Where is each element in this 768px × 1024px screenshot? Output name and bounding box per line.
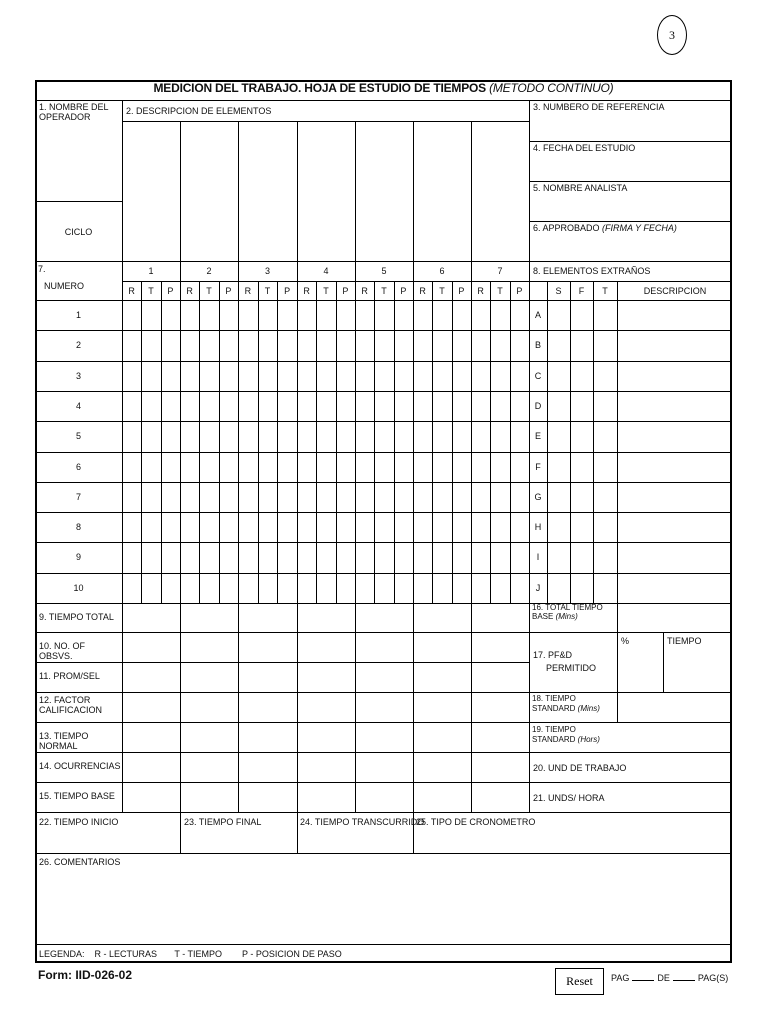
- legend: LEGENDA: R - LECTURAS T - TIEMPO P - POSICION DE PASO: [39, 949, 342, 959]
- extraneous-sft-header: S: [555, 286, 562, 296]
- cycle-row-number: 8: [75, 522, 81, 533]
- rtp-sub-divider: [277, 281, 278, 603]
- rtp-sub-header: R: [186, 286, 193, 296]
- operator-name-label: 1. NOMBRE DEL OPERADOR: [39, 102, 109, 122]
- total-base-time-label-text: 16. TOTAL TIEMPO BASE: [532, 603, 603, 621]
- element-number-header: 4: [323, 266, 329, 276]
- pfd-tiempo-header: TIEMPO: [667, 636, 702, 646]
- element-description-label: 2. DESCRIPCION DE ELEMENTOS: [126, 106, 272, 116]
- cycle-row-line: [35, 512, 732, 513]
- rtp-sub-divider: [374, 281, 375, 603]
- rs-line: [529, 782, 732, 783]
- form-id: Form: IID-026-02: [38, 968, 133, 982]
- element-number-header: 1: [148, 266, 154, 276]
- extraneous-row-letter: B: [534, 340, 541, 351]
- cycle-row-line: [35, 361, 732, 362]
- rtp-sub-header: P: [167, 286, 174, 296]
- numero-label: NUMERO: [44, 281, 84, 291]
- summary-row-label: 11. PROM/SEL: [39, 671, 100, 681]
- element-number-line: [122, 281, 732, 282]
- reference-divider: [529, 141, 732, 142]
- operator-ciclo-divider: [35, 201, 122, 202]
- form-title-main: MEDICION DEL TRABAJO. HOJA DE ESTUDIO DE TIEMPOS: [153, 81, 486, 95]
- element-number-header: 6: [439, 266, 445, 276]
- total-base-time-label: [532, 603, 617, 621]
- approved-label: [533, 223, 677, 233]
- page-number-circle: [657, 15, 687, 55]
- summary-row-label: 14. OCURRENCIAS: [39, 761, 121, 771]
- rtp-sub-divider: [161, 281, 162, 603]
- numero-label-prefix: 7.: [38, 264, 46, 274]
- summary-row-label: 13. TIEMPO NORMAL: [39, 731, 89, 751]
- rtp-sub-divider: [258, 281, 259, 603]
- cycle-row-number: 3: [75, 370, 81, 381]
- summary-row-line: [35, 782, 529, 783]
- work-unit-label: 20. UND DE TRABAJO: [533, 763, 627, 773]
- pags-label: PAG(S): [697, 973, 729, 983]
- rtp-sub-divider: [141, 281, 142, 603]
- approved-label-italic: (FIRMA Y FECHA): [602, 223, 677, 233]
- end-time-label: 23. TIEMPO FINAL: [184, 817, 262, 827]
- pfd-label: 17. PF&D: [533, 650, 573, 660]
- comments-label: 26. COMENTARIOS: [39, 857, 121, 867]
- title-divider: [35, 100, 732, 101]
- summary-row-line: [35, 722, 529, 723]
- rtp-sub-header: P: [516, 286, 523, 296]
- total-base-time-label-italic: (Mins): [555, 612, 578, 621]
- standard-time-mins-label: [532, 694, 617, 714]
- summary-row-line: [35, 662, 529, 663]
- rtp-sub-header: R: [128, 286, 135, 296]
- summary-row-line: [35, 692, 529, 693]
- description-header-line: [122, 121, 529, 122]
- bottom-divider: [180, 812, 181, 853]
- rtp-sub-divider: [490, 281, 491, 603]
- extraneous-row-letter: H: [534, 522, 542, 533]
- element-number-header: 3: [264, 266, 270, 276]
- rtp-sub-header: T: [439, 286, 445, 296]
- cycle-row-number: 1: [75, 310, 81, 320]
- extraneous-row-letter: I: [536, 552, 540, 563]
- analyst-divider: [529, 221, 732, 222]
- rtp-sub-header: T: [148, 286, 154, 296]
- cycle-row-number: 7: [75, 491, 81, 502]
- page-count: [611, 972, 728, 983]
- rtp-sub-header: R: [303, 286, 310, 296]
- cycle-row-line: [35, 330, 732, 331]
- extraneous-row-letter: A: [534, 310, 541, 320]
- cycle-row-number: 4: [75, 400, 81, 411]
- start-time-label: 22. TIEMPO INICIO: [39, 817, 119, 827]
- units-per-hour-label: 21. UNDS/ HORA: [533, 793, 605, 803]
- summary-row-label: 12. FACTOR CALIFICACION: [39, 695, 103, 715]
- cycle-row-number: 10: [73, 582, 84, 593]
- extraneous-sft-header: T: [602, 286, 608, 296]
- element-group-divider: [413, 121, 414, 812]
- element-number-header: 7: [497, 266, 503, 276]
- rs-divider: [617, 603, 618, 722]
- element-number-header: 2: [206, 266, 212, 276]
- extraneous-sft-header: F: [578, 286, 585, 296]
- cycle-row-number: 6: [75, 461, 81, 472]
- extraneous-row-letter: E: [534, 431, 541, 442]
- time-study-form: [35, 80, 732, 963]
- rs-line: [529, 752, 732, 753]
- rtp-sub-divider: [199, 281, 200, 603]
- cycle-row-number: 2: [75, 340, 81, 351]
- element-group-divider: [180, 121, 181, 812]
- rs-line: [529, 722, 732, 723]
- cycle-row-line: [35, 542, 732, 543]
- rtp-sub-divider: [336, 281, 337, 603]
- extraneous-col-line: [593, 281, 594, 603]
- standard-time-hrs-text: 19. TIEMPO STANDARD: [532, 725, 576, 744]
- rs-divider: [663, 632, 664, 692]
- cycle-row-line: [35, 452, 732, 453]
- cycle-row-line: [35, 421, 732, 422]
- page-blank[interactable]: [632, 972, 654, 981]
- legend-top-line: [35, 944, 732, 945]
- bottom-top-line: [35, 812, 732, 813]
- element-number-header: 5: [381, 266, 387, 276]
- rtp-sub-divider: [452, 281, 453, 603]
- element-group-divider: [471, 121, 472, 812]
- rs-line: [529, 632, 732, 633]
- rtp-sub-header: T: [323, 286, 329, 296]
- summary-row-label: 9. TIEMPO TOTAL: [39, 611, 114, 622]
- summary-row-label: 10. NO. OF OBSVS.: [39, 641, 86, 661]
- cycle-row-number: 5: [75, 431, 81, 442]
- extraneous-row-letter: D: [534, 400, 542, 411]
- rtp-sub-header: P: [225, 286, 232, 296]
- cycle-row-line: [35, 573, 732, 574]
- rtp-sub-header: R: [361, 286, 368, 296]
- reset-button[interactable]: Reset: [555, 968, 604, 995]
- rtp-sub-header: R: [419, 286, 426, 296]
- study-date-label: 4. FECHA DEL ESTUDIO: [533, 143, 636, 153]
- cycle-row-line: [35, 603, 732, 604]
- extraneous-elements-label: 8. ELEMENTOS EXTRAÑOS: [533, 266, 651, 276]
- form-title: [35, 81, 732, 95]
- rs-line: [529, 692, 732, 693]
- stopwatch-type-label: 25. TIPO DE CRONOMETRO: [416, 817, 536, 827]
- date-divider: [529, 181, 732, 182]
- comments-top-line: [35, 853, 732, 854]
- cycle-row-line: [35, 482, 732, 483]
- rtp-sub-header: P: [284, 286, 291, 296]
- rtp-sub-divider: [510, 281, 511, 603]
- extraneous-description-header: DESCRIPCION: [643, 286, 707, 296]
- rtp-sub-header: P: [458, 286, 465, 296]
- ciclo-label: CICLO: [64, 227, 93, 237]
- standard-time-hrs-italic: (Hors): [577, 735, 600, 744]
- analyst-name-label: 5. NOMBRE ANALISTA: [533, 183, 628, 193]
- extraneous-column-divider: [529, 100, 530, 812]
- approved-label-text: 6. APPROBADO: [533, 223, 600, 233]
- standard-time-mins-text: 18. TIEMPO STANDARD: [532, 694, 576, 713]
- extraneous-col-line: [617, 281, 618, 603]
- extraneous-col-line: [570, 281, 571, 603]
- rtp-sub-header: P: [342, 286, 349, 296]
- rtp-sub-header: P: [400, 286, 407, 296]
- extraneous-row-letter: J: [535, 582, 541, 593]
- rtp-sub-divider: [316, 281, 317, 603]
- rtp-sub-header: T: [206, 286, 212, 296]
- rtp-sub-divider: [219, 281, 220, 603]
- cycle-row-line: [35, 391, 732, 392]
- extraneous-row-letter: C: [534, 370, 542, 381]
- reference-number-label: 3. NUMBERO DE REFERENCIA: [533, 102, 665, 112]
- operator-column-divider: [122, 100, 123, 812]
- total-pages-blank[interactable]: [673, 972, 695, 981]
- rtp-sub-header: R: [244, 286, 252, 296]
- summary-row-line: [35, 752, 529, 753]
- header-bottom-line: [35, 261, 732, 262]
- elapsed-time-label: 24. TIEMPO TRANSCURRIDO: [300, 817, 425, 827]
- summary-row-line: [35, 632, 529, 633]
- element-group-divider: [238, 121, 239, 812]
- sub-header-line: [35, 300, 732, 301]
- cycle-row-number: 9: [75, 552, 81, 563]
- element-group-divider: [355, 121, 356, 812]
- rtp-sub-divider: [432, 281, 433, 603]
- pfd-permitido-label: PERMITIDO: [546, 663, 597, 673]
- element-group-divider: [297, 121, 298, 812]
- summary-row-label: 15. TIEMPO BASE: [39, 791, 115, 801]
- bottom-divider: [297, 812, 298, 853]
- extraneous-col-line: [547, 281, 548, 603]
- extraneous-row-letter: G: [534, 491, 542, 502]
- extraneous-row-letter: F: [535, 461, 541, 472]
- rtp-sub-divider: [394, 281, 395, 603]
- rtp-sub-header: T: [381, 286, 387, 296]
- pag-label: PAG: [611, 973, 630, 983]
- rtp-sub-header: T: [497, 286, 503, 296]
- pfd-percent-header: %: [621, 636, 630, 646]
- page-number: 3: [669, 27, 675, 42]
- rtp-sub-header: T: [264, 286, 271, 296]
- de-label: DE: [657, 973, 670, 983]
- form-title-italic: (METODO CONTINUO): [489, 81, 614, 95]
- rtp-sub-header: R: [477, 286, 484, 296]
- standard-time-mins-italic: (Mins): [577, 704, 600, 713]
- standard-time-hrs-label: [532, 725, 617, 745]
